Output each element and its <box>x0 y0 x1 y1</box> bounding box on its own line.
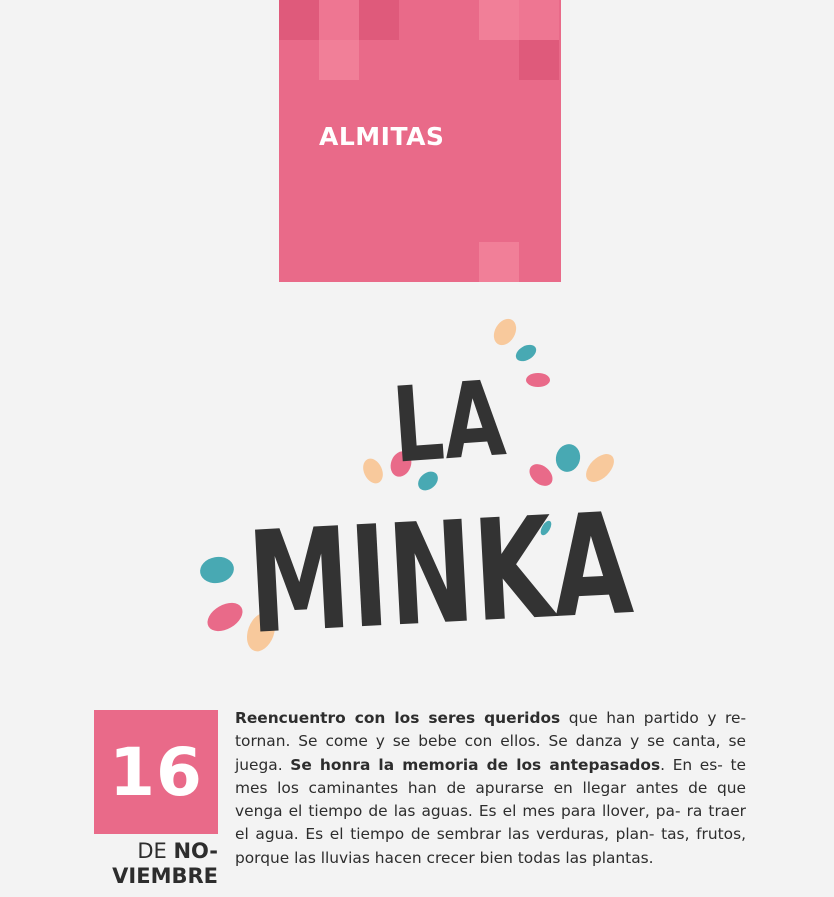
bold-phrase: Reencuentro con los seres queridos <box>235 709 561 727</box>
header-block <box>279 0 561 282</box>
month-line2: VIEMBRE <box>112 864 218 888</box>
text-segment: . En es- te mes los caminantes han de apurarse en llegar antes de que venga el tiempo de las aguas. Es el mes para llover, pa- ra traer el agua. Es el tiempo de sembrar las verduras, plan- tas, frutos, porque las lluvias hacen crecer bien todas las plantas. <box>235 755 746 867</box>
logo-line-la: LA <box>388 354 544 487</box>
confetti-peach <box>581 449 619 487</box>
date-number: 16 <box>109 733 203 811</box>
pixel-decoration <box>519 40 559 80</box>
logo-line-minka: MINKA <box>244 475 778 666</box>
confetti-teal <box>513 341 539 364</box>
confetti-pink <box>525 460 556 491</box>
pixel-decoration <box>279 0 319 40</box>
pixel-decoration <box>479 0 519 40</box>
confetti-teal <box>198 554 236 586</box>
confetti-pink <box>203 597 248 637</box>
confetti-pink <box>526 373 550 387</box>
bold-phrase: Se honra la memoria de los antepasados <box>290 755 661 774</box>
date-box <box>94 710 218 834</box>
confetti-peach <box>359 455 386 486</box>
pixel-decoration <box>519 0 559 40</box>
text-segment: que han partido y re- tornan. Se come y se bebe con ellos. Se danza y se canta, se juega. <box>235 709 746 774</box>
description-paragraph <box>235 707 746 870</box>
month-label <box>94 839 218 889</box>
pixel-decoration <box>359 0 399 40</box>
page-title: ALMITAS <box>319 122 445 151</box>
pixel-decoration <box>319 0 359 40</box>
month-prefix: DE <box>137 839 167 863</box>
confetti-peach <box>489 315 520 349</box>
pixel-decoration <box>479 242 519 282</box>
confetti-teal <box>553 441 583 474</box>
pixel-decoration <box>319 40 359 80</box>
la-minka-logo <box>190 310 778 670</box>
month-line1: NO- <box>173 839 218 863</box>
